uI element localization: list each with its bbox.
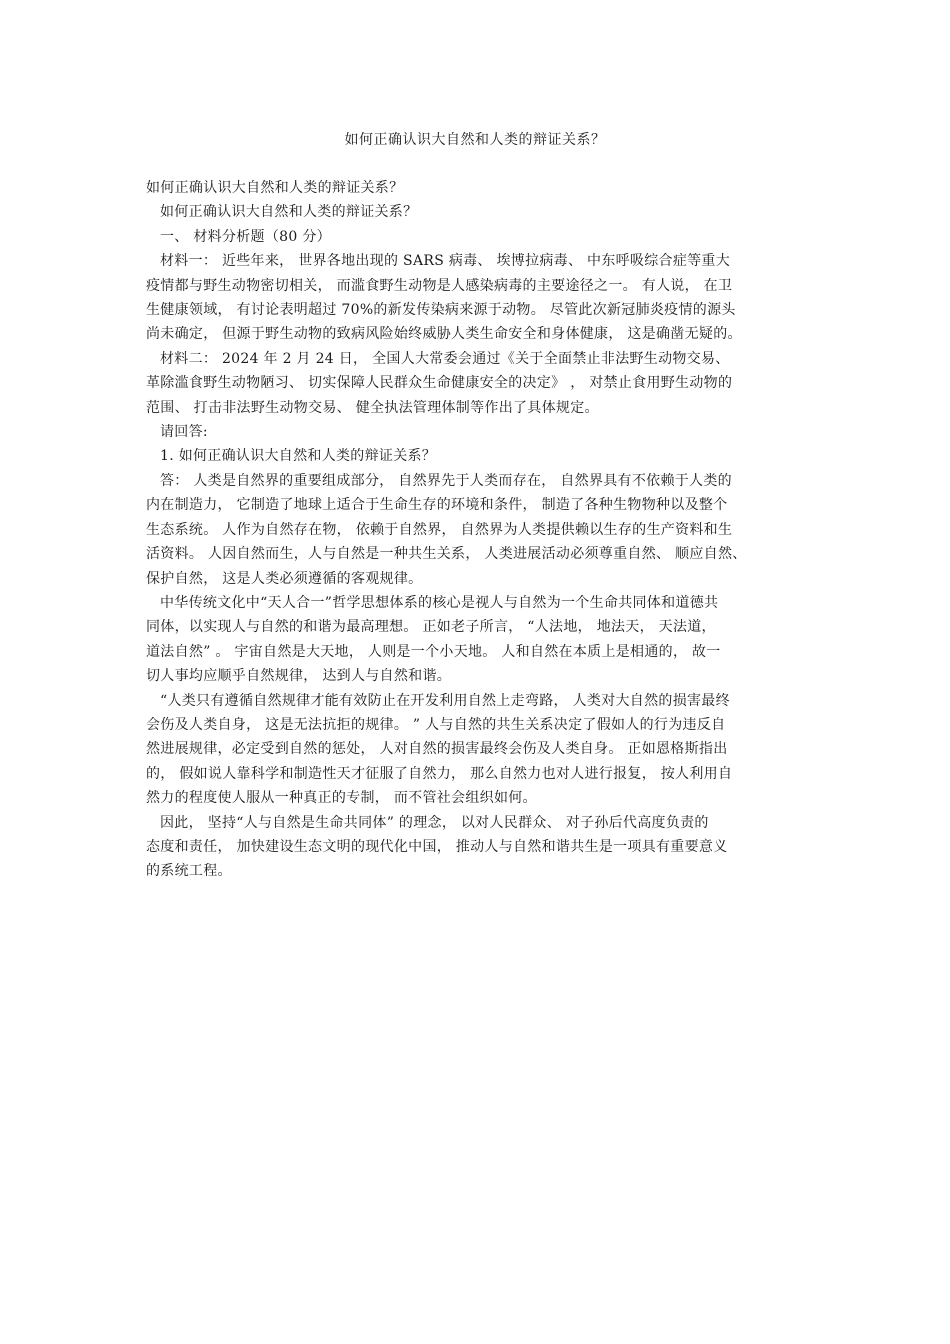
text-line: 内在制造力， 它制造了地球上适合于生命生存的环境和条件， 制造了各种生物物种以及整个 xyxy=(146,497,728,514)
text-line: 切人事均应顺乎自然规律， 达到人与自然和谐。 xyxy=(146,668,452,685)
text-line: 材料一： 近些年来， 世界各地出现的 SARS 病毒、 埃博拉病毒、 中东呼吸综合症等重大 xyxy=(160,253,731,270)
text-line: 疫情都与野生动物密切相关， 而滥食野生动物是人感染病毒的主要途径之一。 有人说， 在卫 xyxy=(146,277,733,294)
text-line: 保护自然， 这是人类必须遵循的客观规律。 xyxy=(146,570,423,587)
text-line: 因此， 坚持“人与自然是生命共同体” 的理念， 以对人民群众、 对子孙后代高度负责的 xyxy=(160,814,709,831)
text-line: 尚未确定， 但源于野生动物的致病风险始终威胁人类生命安全和身体健康， 这是确凿无疑的。 xyxy=(146,326,742,343)
text-line: 1. 如何正确认识大自然和人类的辩证关系？ xyxy=(160,448,437,465)
text-line: 然力的程度使人服从一种真正的专制， 而不管社会组织如何。 xyxy=(146,790,537,807)
text-line: 材料二： 2024 年 2 月 24 日， 全国人大常委会通过《关于全面禁止非法野生动物交易、 xyxy=(160,350,730,367)
text-line: 生态系统。 人作为自然存在物， 依赖于自然界， 自然界为人类提供赖以生存的生产资料和生 xyxy=(146,521,733,538)
text-line: 活资料。 人因自然而生，人与自然是一种共生关系， 人类进展活动必须尊重自然、 顺应自然、 xyxy=(146,546,747,563)
text-line: 中华传统文化中“天人合一”哲学思想体系的核心是视人与自然为一个生命共同体和道德共 xyxy=(160,594,719,611)
text-line: 的系统工程。 xyxy=(146,863,232,880)
text-line: 然进展规律，必定受到自然的惩处， 人对自然的损害最终会伤及人类自身。 正如恩格斯指出 xyxy=(146,741,728,758)
text-line: 一、 材料分析题（80 分） xyxy=(160,228,331,245)
text-line: 革除滥食野生动物陋习、 切实保障人民群众生命健康安全的决定》 ， 对禁止食用野生动物的 xyxy=(146,375,733,392)
text-line: “人类只有遵循自然规律才能有效防止在开发利用自然上走弯路， 人类对大自然的损害最终 xyxy=(160,692,730,709)
document-body xyxy=(146,176,810,884)
document-title: 如何正确认识大自然和人类的辩证关系？ xyxy=(344,132,606,148)
text-line: 生健康领域， 有讨论表明超过 70%的新发传染病来源于动物。 尽管此次新冠肺炎疫情的源头 xyxy=(146,302,736,319)
text-line: 如何正确认识大自然和人类的辩证关系？ xyxy=(160,204,418,221)
text-line: 道法自然” 。 宇宙自然是大天地， 人则是一个小天地。 人和自然在本质上是相通的， 故一 xyxy=(146,643,721,660)
text-line: 的， 假如说人靠科学和制造性天才征服了自然力， 那么自然力也对人进行报复， 按人利用自 xyxy=(146,765,733,782)
text-line: 答： 人类是自然界的重要组成部分， 自然界先于人类而存在， 自然界具有不依赖于人类的 xyxy=(160,472,732,489)
text-line: 同体，以实现人与自然的和谐为最高理想。 正如老子所言， “人法地， 地法天， 天法道， xyxy=(146,619,716,636)
text-line: 范围、 打击非法野生动物交易、 健全执法管理体制等作出了具体规定。 xyxy=(146,399,599,416)
text-line: 如何正确认识大自然和人类的辩证关系？ xyxy=(146,180,404,196)
text-line: 态度和责任， 加快建设生态文明的现代化中国， 推动人与自然和谐共生是一项具有重要意义 xyxy=(146,838,728,855)
text-line: 会伤及人类自身， 这是无法抗拒的规律。 ” 人与自然的共生关系决定了假如人的行为违反自 xyxy=(146,716,726,733)
text-line: 请回答: xyxy=(160,424,208,441)
